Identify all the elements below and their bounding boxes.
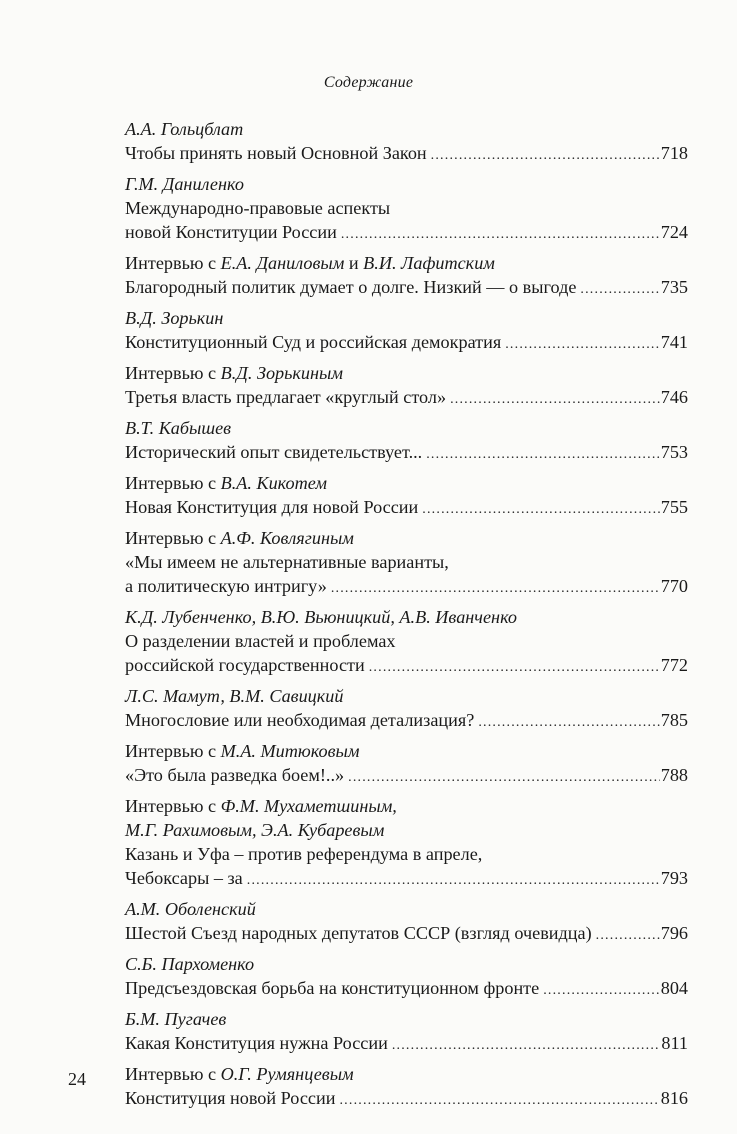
running-head: Содержание bbox=[323, 74, 414, 91]
author-name: М.А. Митюковым bbox=[220, 741, 360, 761]
interview-prefix: Интервью с bbox=[125, 253, 221, 273]
interview-prefix: Интервью с bbox=[125, 796, 221, 816]
toc-entry bbox=[125, 117, 688, 165]
toc-page-number: 718 bbox=[660, 143, 688, 163]
leader-dots bbox=[505, 333, 660, 357]
toc-author-line bbox=[125, 172, 688, 196]
page-number: 24 bbox=[68, 1069, 86, 1089]
table-of-contents bbox=[125, 117, 688, 1117]
toc-title: Чтобы принять новый Основной Закон bbox=[125, 143, 427, 163]
leader-dots bbox=[478, 711, 659, 735]
leader-dots bbox=[392, 1034, 661, 1058]
leader-dots bbox=[341, 223, 660, 247]
author-name: А.Ф. Ковлягиным bbox=[220, 528, 354, 548]
interview-prefix: Интервью с bbox=[125, 1064, 221, 1084]
toc-page-number: 735 bbox=[660, 277, 688, 297]
interview-prefix: Интервью с bbox=[125, 363, 221, 383]
toc-title: Новая Конституция для новой России bbox=[125, 497, 419, 517]
toc-page-number: 788 bbox=[660, 765, 688, 785]
toc-author-line bbox=[125, 952, 688, 976]
toc-title-line[interactable] bbox=[125, 1031, 688, 1055]
author-name: В.Д. Зорькиным bbox=[220, 363, 343, 383]
leader-dots bbox=[450, 388, 660, 412]
toc-entry bbox=[125, 952, 688, 1000]
interview-prefix: Интервью с bbox=[125, 741, 221, 761]
leader-dots bbox=[596, 924, 660, 948]
toc-title: Третья власть предлагает «круглый стол» bbox=[125, 387, 447, 407]
author-name: О.Г. Румянцевым bbox=[220, 1064, 354, 1084]
toc-author-line bbox=[125, 306, 688, 330]
toc-entry bbox=[125, 897, 688, 945]
toc-title-line[interactable] bbox=[125, 653, 688, 677]
toc-author-line bbox=[125, 251, 688, 275]
leader-dots bbox=[331, 577, 660, 601]
toc-page-number: 796 bbox=[660, 923, 688, 943]
toc-author-line bbox=[125, 416, 688, 440]
toc-title-line[interactable] bbox=[125, 495, 688, 519]
leader-dots bbox=[426, 443, 660, 467]
interview-prefix: и bbox=[344, 253, 364, 273]
toc-entry bbox=[125, 361, 688, 409]
toc-title: Многословие или необходимая детализация? bbox=[125, 710, 475, 730]
toc-author-line bbox=[125, 897, 688, 921]
toc-page-number: 785 bbox=[660, 710, 688, 730]
author-name: Л.С. Мамут, В.М. Савицкий bbox=[125, 686, 344, 706]
toc-title: новой Конституции России bbox=[125, 222, 337, 242]
toc-author-line bbox=[125, 1007, 688, 1031]
toc-title: Конституционный Суд и российская демократия bbox=[125, 332, 502, 352]
interview-prefix: Интервью с bbox=[125, 528, 221, 548]
toc-title: Шестой Съезд народных депутатов СССР (взгляд очевидца) bbox=[125, 923, 592, 943]
toc-entry bbox=[125, 306, 688, 354]
toc-entry bbox=[125, 739, 688, 787]
toc-title: Чебоксары – за bbox=[125, 868, 243, 888]
leader-dots bbox=[431, 144, 660, 168]
author-name: С.Б. Пархоменко bbox=[125, 954, 255, 974]
toc-author-line bbox=[125, 471, 688, 495]
toc-title-line[interactable] bbox=[125, 141, 688, 165]
toc-entry bbox=[125, 1062, 688, 1110]
toc-title: Благородный политик думает о долге. Низкий — о выгоде bbox=[125, 277, 577, 297]
toc-author-line bbox=[125, 684, 688, 708]
toc-title-line[interactable] bbox=[125, 574, 688, 598]
author-name: А.А. Гольцблат bbox=[125, 119, 244, 139]
toc-page-number: 755 bbox=[660, 497, 688, 517]
toc-page-number: 724 bbox=[660, 222, 688, 242]
toc-page-number: 811 bbox=[661, 1033, 688, 1053]
author-name: Б.М. Пугачев bbox=[125, 1009, 227, 1029]
author-name: В.А. Кикотем bbox=[220, 473, 327, 493]
toc-page-number: 816 bbox=[660, 1088, 688, 1108]
toc-author-line bbox=[125, 739, 688, 763]
toc-author-line bbox=[125, 605, 688, 629]
toc-author-line bbox=[125, 1062, 688, 1086]
toc-page-number: 804 bbox=[660, 978, 688, 998]
toc-title-line[interactable] bbox=[125, 440, 688, 464]
toc-author-line bbox=[125, 794, 688, 818]
toc-page-number: 746 bbox=[660, 387, 688, 407]
toc-title-line[interactable] bbox=[125, 275, 688, 299]
toc-title-line[interactable] bbox=[125, 708, 688, 732]
toc-page-number: 741 bbox=[660, 332, 688, 352]
toc-title: Конституция новой России bbox=[125, 1088, 336, 1108]
leader-dots bbox=[339, 1089, 659, 1113]
toc-author-line: М.Г. Рахимовым, Э.А. Кубаревым bbox=[125, 820, 385, 840]
toc-entry bbox=[125, 794, 688, 890]
toc-entry bbox=[125, 251, 688, 299]
toc-title-line: «Мы имеем не альтернативные варианты, bbox=[125, 552, 449, 572]
author-name: В.И. Лафитским bbox=[363, 253, 495, 273]
toc-entry bbox=[125, 416, 688, 464]
toc-title-line: О разделении властей и проблемах bbox=[125, 631, 396, 651]
toc-author-line bbox=[125, 117, 688, 141]
leader-dots bbox=[422, 498, 659, 522]
toc-title-line[interactable] bbox=[125, 385, 688, 409]
toc-title-line[interactable] bbox=[125, 921, 688, 945]
toc-title-line[interactable] bbox=[125, 976, 688, 1000]
toc-page-number: 772 bbox=[660, 655, 688, 675]
toc-title-line: Казань и Уфа – против референдума в апреле, bbox=[125, 844, 483, 864]
leader-dots bbox=[543, 979, 660, 1003]
toc-entry bbox=[125, 526, 688, 598]
leader-dots bbox=[348, 766, 660, 790]
toc-title: «Это была разведка боем!..» bbox=[125, 765, 345, 785]
leader-dots bbox=[580, 278, 659, 302]
toc-title-line[interactable] bbox=[125, 866, 688, 890]
toc-title: российской государственности bbox=[125, 655, 365, 675]
author-name: Г.М. Даниленко bbox=[125, 174, 244, 194]
author-name: Ф.М. Мухаметшиным, bbox=[220, 796, 397, 816]
toc-title: Какая Конституция нужна России bbox=[125, 1033, 388, 1053]
author-name: Е.А. Даниловым bbox=[220, 253, 345, 273]
toc-title-line[interactable] bbox=[125, 1086, 688, 1110]
toc-entry bbox=[125, 471, 688, 519]
toc-title-line: Международно-правовые аспекты bbox=[125, 198, 391, 218]
toc-title-line[interactable] bbox=[125, 330, 688, 354]
interview-prefix: Интервью с bbox=[125, 473, 221, 493]
toc-entry bbox=[125, 1007, 688, 1055]
author-name: К.Д. Лубенченко, В.Ю. Вьюницкий, А.В. Иванченко bbox=[125, 607, 517, 627]
author-name: В.Д. Зорькин bbox=[125, 308, 224, 328]
leader-dots bbox=[247, 869, 660, 893]
toc-title: Исторический опыт свидетельствует... bbox=[125, 442, 423, 462]
toc-page-number: 753 bbox=[660, 442, 688, 462]
toc-page-number: 770 bbox=[660, 576, 688, 596]
toc-page-number: 793 bbox=[660, 868, 688, 888]
leader-dots bbox=[369, 656, 660, 680]
toc-title: а политическую интригу» bbox=[125, 576, 327, 596]
author-name: В.Т. Кабышев bbox=[125, 418, 232, 438]
toc-entry bbox=[125, 172, 688, 244]
toc-entry bbox=[125, 605, 688, 677]
author-name: А.М. Оболенский bbox=[125, 899, 256, 919]
toc-title-line[interactable] bbox=[125, 220, 688, 244]
toc-author-line bbox=[125, 361, 688, 385]
toc-title: Предсъездовская борьба на конституционном фронте bbox=[125, 978, 540, 998]
toc-author-line bbox=[125, 526, 688, 550]
toc-entry bbox=[125, 684, 688, 732]
toc-title-line[interactable] bbox=[125, 763, 688, 787]
